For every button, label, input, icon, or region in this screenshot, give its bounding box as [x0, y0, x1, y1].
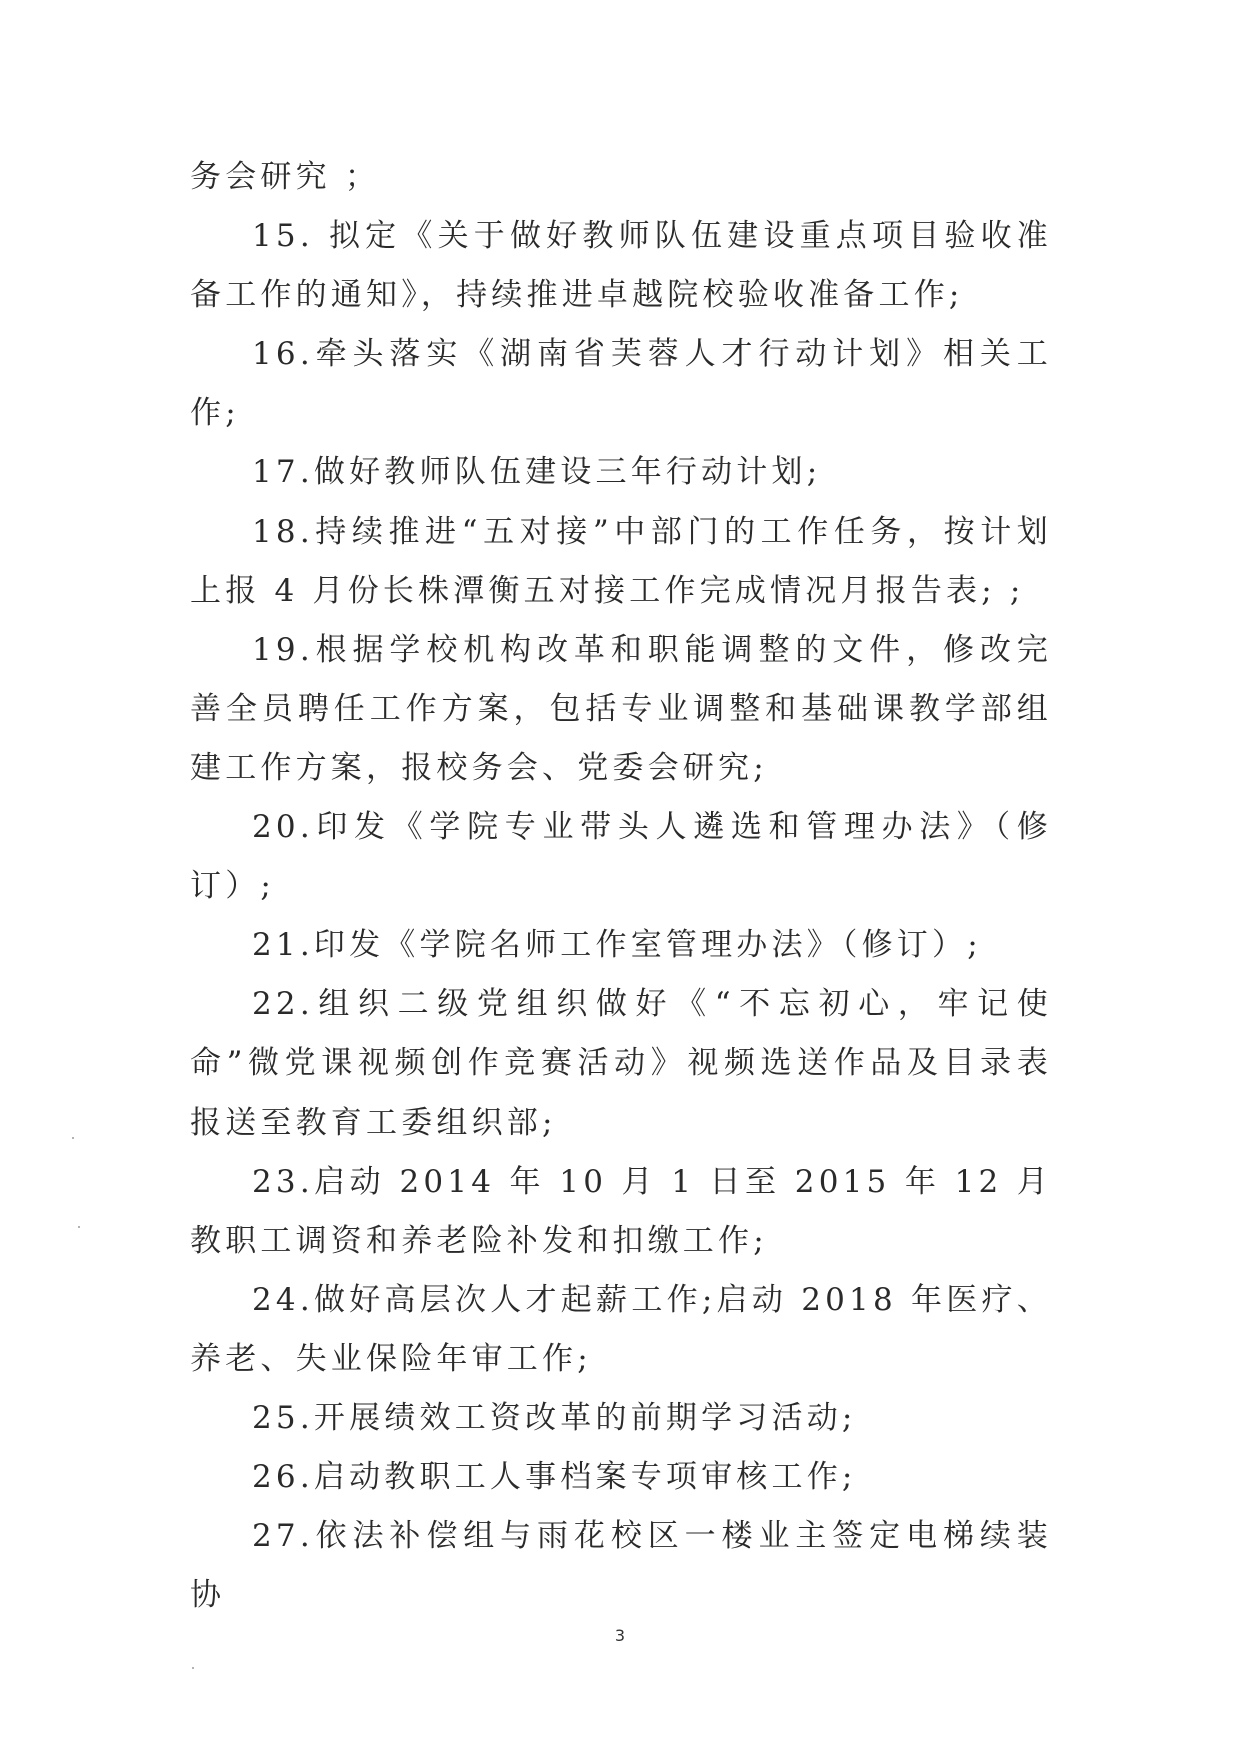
document-body	[190, 148, 1052, 1625]
scan-speck	[78, 1226, 80, 1228]
scan-speck	[192, 1667, 194, 1669]
paragraph-item-26: 26.启动教职工人事档案专项审核工作;	[252, 1459, 857, 1496]
paragraph-14-continuation: 务会研究 ；	[190, 159, 381, 195]
paragraph-item-15: 15. 拟定《关于做好教师队伍建设重点项目验收准备工作的通知》，持续推进卓越院校验收准备工作;	[190, 218, 1052, 314]
paragraph-item-25: 25.开展绩效工资改革的前期学习活动;	[252, 1399, 857, 1436]
paragraph-item-19: 19.根据学校机构改革和职能调整的文件，修改完善全员聘任工作方案，包括专业调整和基础课教学部组建工作方案，报校务会、党委会研究;	[190, 631, 1052, 786]
paragraph-item-27: 27.依法补偿组与雨花校区一楼业主签定电梯续装协	[190, 1518, 1052, 1614]
scan-speck	[72, 1137, 74, 1139]
paragraph-item-18: 18.持续推进“五对接”中部门的工作任务，按计划上报 4 月份长株潭衡五对接工作完成情况月报告表; ;	[190, 513, 1052, 609]
paragraph-item-23: 23.启动 2014 年 10 月 1 日至 2015 年 12 月教职工调资和养老险补发和扣缴工作;	[190, 1163, 1052, 1259]
paragraph-item-16: 16.牵头落实《湖南省芙蓉人才行动计划》相关工作;	[190, 336, 1052, 432]
paragraph-item-17: 17.做好教师队伍建设三年行动计划;	[252, 454, 822, 491]
paragraph-item-21: 21.印发《学院名师工作室管理办法》（修订）;	[252, 927, 982, 964]
page-number: 3	[614, 1626, 626, 1645]
paragraph-item-22: 22.组织二级党组织做好《“不忘初心，牢记使命”微党课视频创作竞赛活动》视频选送作品及目录表报送至教育工委组织部;	[190, 986, 1052, 1141]
paragraph-item-20: 20.印发《学院专业带头人遴选和管理办法》（修订）;	[190, 809, 1052, 905]
paragraph-item-24: 24.做好高层次人才起薪工作;启动 2018 年医疗、养老、失业保险年审工作;	[190, 1281, 1052, 1377]
